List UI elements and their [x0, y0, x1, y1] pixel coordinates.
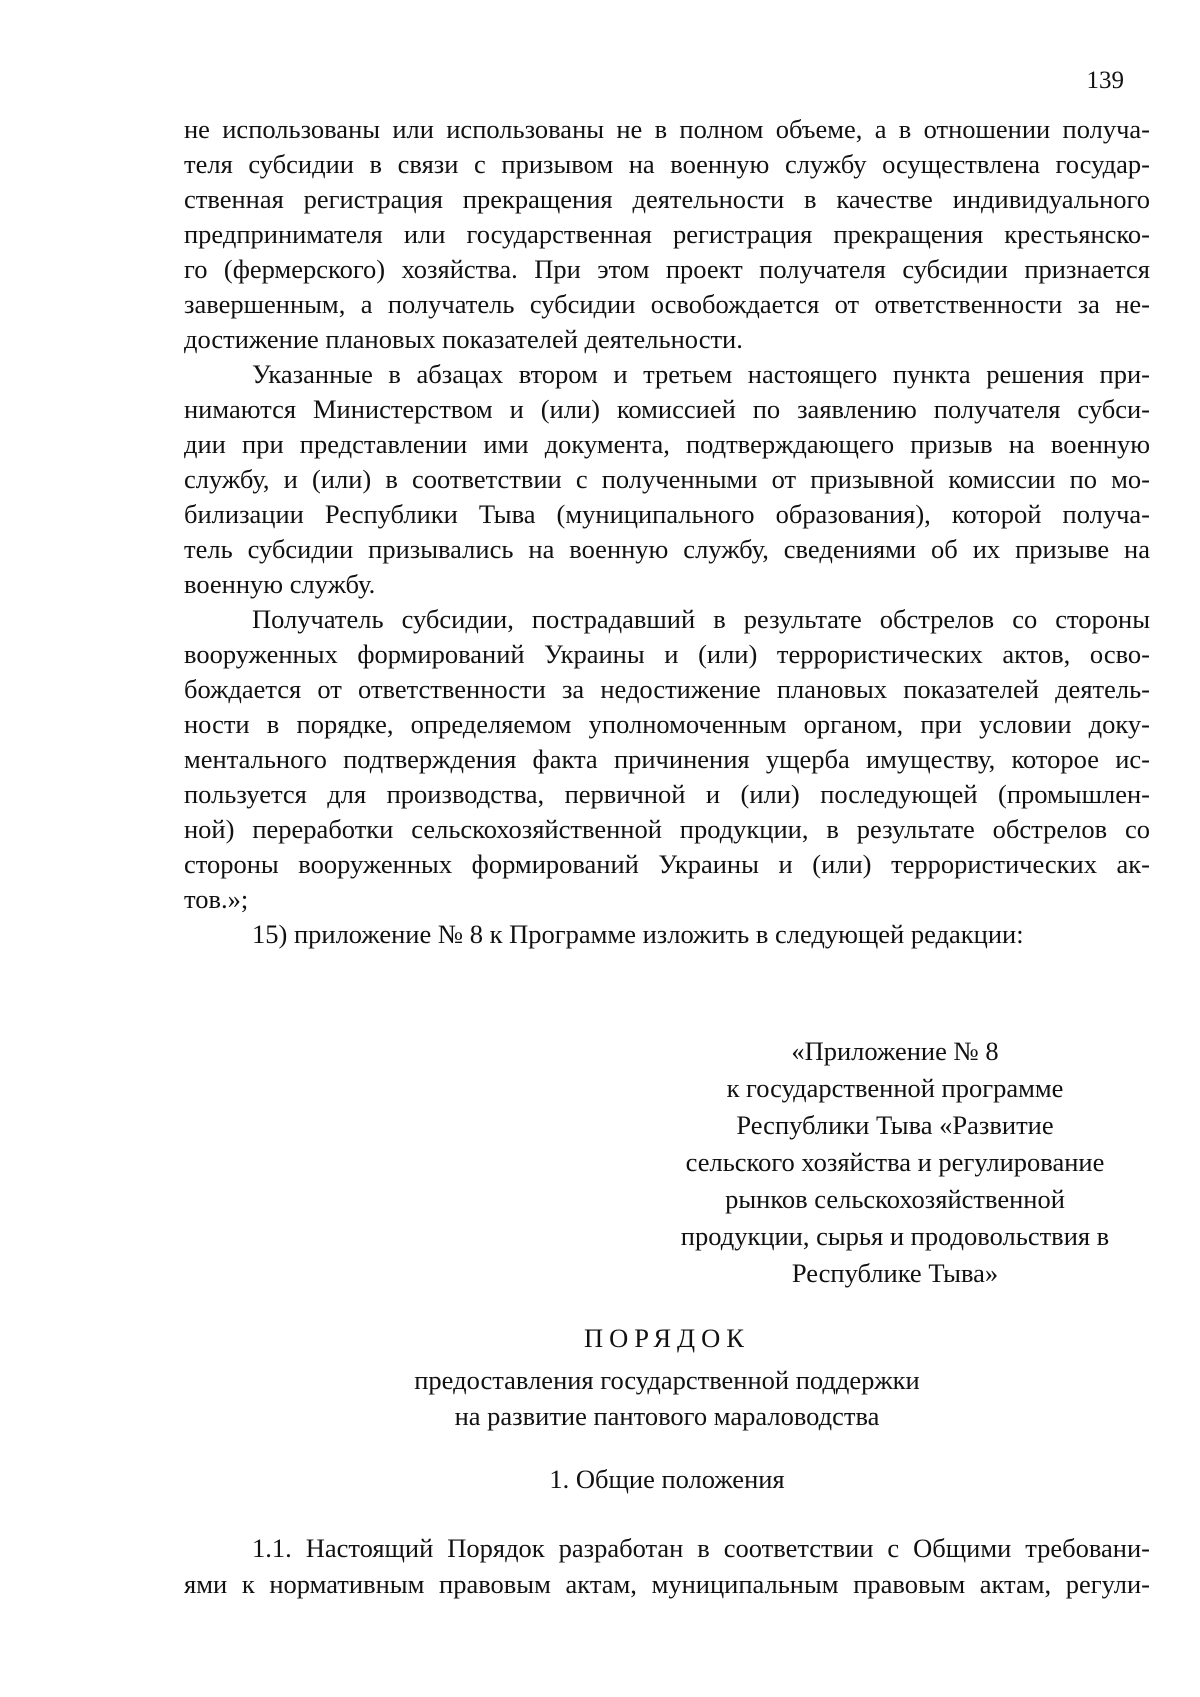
text-line: дии при представлении ими документа, подтверждающего призыв на военную [184, 429, 1150, 459]
text-line: Получатель субсидии, пострадавший в результате обстрелов со стороны [252, 604, 1150, 634]
text-line: тов.»; [184, 884, 249, 914]
text-line: нимаются Министерством и (или) комиссией по заявлению получателя субси- [184, 394, 1150, 424]
appendix-line: к государственной программе [726, 1073, 1064, 1103]
document-title [184, 1320, 1150, 1434]
title-subline: на развитие пантового мараловодства [454, 1401, 880, 1431]
text-line: 1.1. Настоящий Порядок разработан в соответствии с Общими требовани- [252, 1533, 1150, 1563]
text-line: завершенным, а получатель субсидии освобождается от ответственности за не- [184, 289, 1150, 319]
page-number: 139 [1086, 67, 1124, 94]
text-line: вооруженных формирований Украины и (или) террористических актов, осво- [184, 639, 1150, 669]
paragraph-3 [184, 602, 1150, 917]
text-line: ной) переработки сельскохозяйственной продукции, в результате обстрелов со [184, 814, 1150, 844]
text-line: теля субсидии в связи с призывом на военную службу осуществлена государ- [184, 149, 1150, 179]
text-line: ями к нормативным правовым актам, муниципальным правовым актам, регули- [184, 1569, 1150, 1599]
appendix-line: сельского хозяйства и регулирование [685, 1147, 1105, 1177]
title-main: ПОРЯДОК [584, 1323, 750, 1353]
text-line: ности в порядке, определяемом уполномоченным органом, при условии доку- [184, 709, 1150, 739]
paragraph-2 [184, 357, 1150, 602]
paragraph-1 [184, 112, 1150, 357]
text-line: бождается от ответственности за недостижение плановых показателей деятель- [184, 674, 1150, 704]
appendix-header [660, 1033, 1130, 1292]
text-line: 15) приложение № 8 к Программе изложить в следующей редакции: [252, 919, 1024, 949]
appendix-line: рынков сельскохозяйственной [725, 1184, 1065, 1214]
text-line: тель субсидии призывались на военную службу, сведениями об их призыве на [184, 534, 1150, 564]
text-line: билизации Республики Тыва (муниципального образования), которой получа- [184, 499, 1150, 529]
appendix-line: продукции, сырья и продовольствия в [680, 1221, 1110, 1251]
title-subline: предоставления государственной поддержки [414, 1365, 920, 1395]
text-line: предпринимателя или государственная регистрация прекращения крестьянско- [184, 219, 1150, 249]
appendix-line: «Приложение № 8 [791, 1036, 999, 1066]
clause-1-1 [184, 1530, 1150, 1602]
text-line: го (фермерского) хозяйства. При этом проект получателя субсидии признается [184, 254, 1150, 284]
text-line: не использованы или использованы не в полном объеме, а в отношении получа- [184, 114, 1150, 144]
appendix-line: Республике Тыва» [791, 1258, 999, 1288]
text-line: ственная регистрация прекращения деятельности в качестве индивидуального [184, 184, 1150, 214]
body-text [184, 112, 1150, 952]
clause-paragraph [184, 1530, 1150, 1602]
appendix-line: Республики Тыва «Развитие [736, 1110, 1054, 1140]
section-heading: 1. Общие положения [549, 1464, 785, 1494]
text-line: пользуется для производства, первичной и (или) последующей (промышлен- [184, 779, 1150, 809]
text-line: стороны вооруженных формирований Украины и (или) террористических ак- [184, 849, 1150, 879]
text-line: военную службу. [184, 569, 376, 599]
paragraph-4 [184, 917, 1150, 952]
text-line: достижение плановых показателей деятельности. [184, 324, 743, 354]
text-line: ментального подтверждения факта причинения ущерба имуществу, которое ис- [184, 744, 1150, 774]
text-line: Указанные в абзацах втором и третьем настоящего пункта решения при- [252, 359, 1150, 389]
text-line: службу, и (или) в соответствии с полученными от призывной комиссии по мо- [184, 464, 1150, 494]
